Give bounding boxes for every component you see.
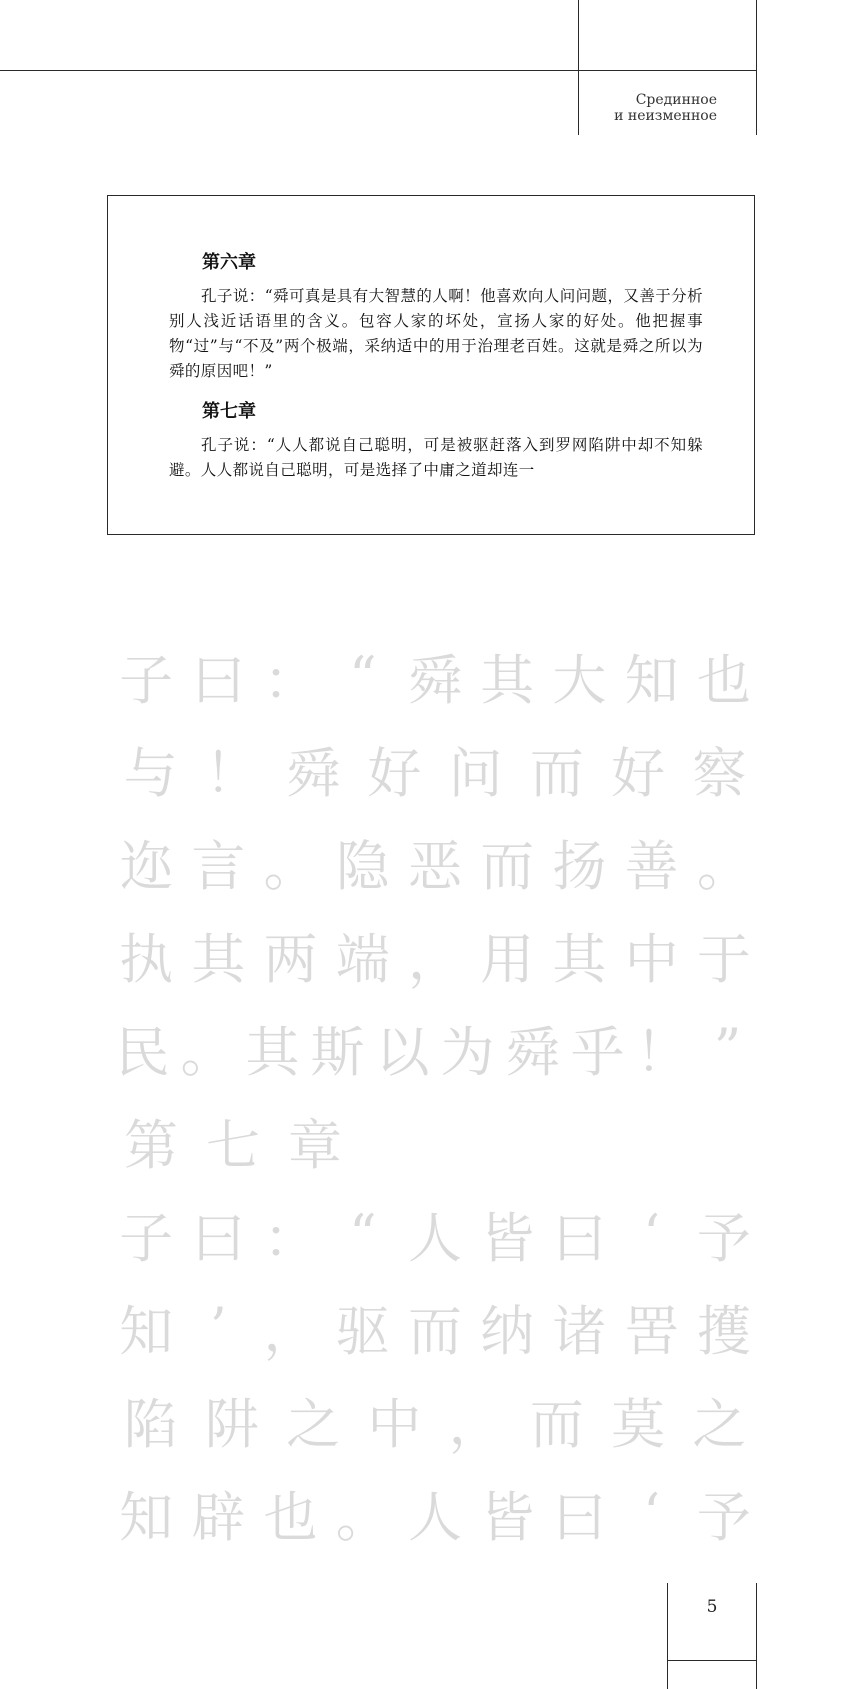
original-text-character: 端 bbox=[335, 928, 390, 991]
original-text-character: 恶 bbox=[407, 835, 462, 898]
original-text-character: ‘ bbox=[643, 1203, 661, 1266]
original-text-line bbox=[110, 1374, 760, 1467]
footer-column-rule-right bbox=[756, 1583, 757, 1689]
original-text-character: ’ bbox=[209, 1296, 227, 1359]
original-text-character: 好 bbox=[367, 742, 422, 805]
original-text-line bbox=[110, 1281, 760, 1374]
original-text-character: 斯 bbox=[310, 1021, 365, 1084]
running-head bbox=[517, 92, 717, 124]
original-text-line bbox=[110, 1467, 760, 1560]
original-text-character: 以 bbox=[375, 1021, 430, 1084]
original-text-character: 问 bbox=[448, 742, 503, 805]
original-text-character: 两 bbox=[263, 928, 318, 991]
original-text-line bbox=[110, 1095, 760, 1188]
original-text-character: 隐 bbox=[335, 835, 390, 898]
original-text-character: ‘ bbox=[643, 1482, 661, 1545]
original-text-character: 于 bbox=[696, 928, 751, 991]
original-text-character: 察 bbox=[692, 742, 747, 805]
original-text-character: 曰 bbox=[191, 649, 246, 712]
original-text-character: 第 bbox=[124, 1114, 178, 1177]
original-text-character: “ bbox=[348, 645, 377, 708]
original-text-line bbox=[110, 909, 760, 1002]
original-text-character: 与 bbox=[123, 742, 178, 805]
original-text-character: 子 bbox=[119, 649, 174, 712]
original-text-character: 莫 bbox=[611, 1393, 666, 1456]
chapter-heading: 第六章 bbox=[202, 252, 256, 273]
original-text-character: 之 bbox=[286, 1393, 341, 1456]
original-text-character: 擭 bbox=[696, 1300, 751, 1363]
original-text-character: 章 bbox=[288, 1114, 342, 1177]
original-text-character: 而 bbox=[407, 1300, 462, 1363]
original-text-character: 乎 bbox=[570, 1021, 625, 1084]
original-text-character: ！ bbox=[635, 1021, 690, 1084]
original-text-line bbox=[110, 723, 760, 816]
original-text-character: ： bbox=[263, 1207, 318, 1270]
running-head-line-1: Срединное bbox=[635, 92, 717, 108]
original-text-character: 舜 bbox=[505, 1021, 560, 1084]
original-text-character: 大 bbox=[552, 649, 607, 712]
original-text-character: 陷 bbox=[123, 1393, 178, 1456]
original-text-character: 阱 bbox=[204, 1393, 259, 1456]
original-text-character: 中 bbox=[367, 1393, 422, 1456]
original-text-calligraphy bbox=[110, 630, 760, 1560]
original-text-character: 子 bbox=[119, 1207, 174, 1270]
original-text-character: 迩 bbox=[119, 835, 174, 898]
original-text-character: 民 bbox=[115, 1021, 170, 1084]
original-text-character: 。 bbox=[335, 1486, 390, 1549]
chapter-heading: 第七章 bbox=[202, 401, 256, 422]
original-text-character: 扬 bbox=[552, 835, 607, 898]
original-text-character: 驱 bbox=[335, 1300, 390, 1363]
original-text-character: 知 bbox=[119, 1300, 174, 1363]
original-text-character: ， bbox=[407, 928, 462, 991]
original-text-character: 皆 bbox=[480, 1486, 535, 1549]
chapter-text: 孔子说：“人人都说自己聪明，可是被驱赶落入到罗网陷阱中却不知躲避。人人都说自己聪明，可是选择了中庸之道却连一 bbox=[169, 436, 703, 479]
original-text-character: 舜 bbox=[407, 649, 462, 712]
original-text-character: 七 bbox=[206, 1114, 260, 1177]
original-text-character: 之 bbox=[692, 1393, 747, 1456]
original-text-character: 。 bbox=[263, 835, 318, 898]
original-text-character: 。 bbox=[696, 835, 751, 898]
original-text-character: 纳 bbox=[480, 1300, 535, 1363]
original-text-character: 诸 bbox=[552, 1300, 607, 1363]
original-text-character: 予 bbox=[696, 1207, 751, 1270]
page-number: 5 bbox=[706, 1597, 718, 1617]
original-text-character: 其 bbox=[191, 928, 246, 991]
original-text-character: ： bbox=[263, 649, 318, 712]
original-text-line bbox=[110, 1188, 760, 1281]
running-head-line-2: и неизменное bbox=[614, 108, 717, 124]
original-text-character: 知 bbox=[624, 649, 679, 712]
original-text-character: “ bbox=[348, 1203, 377, 1266]
original-text-character: 好 bbox=[611, 742, 666, 805]
original-text-character: 为 bbox=[440, 1021, 495, 1084]
original-text-line bbox=[110, 630, 760, 723]
original-text-character: 人 bbox=[407, 1486, 462, 1549]
original-text-line bbox=[110, 1002, 760, 1095]
original-text-character: 也 bbox=[263, 1486, 318, 1549]
original-text-character: 人 bbox=[407, 1207, 462, 1270]
original-text-character: 而 bbox=[529, 742, 584, 805]
footer-rule bbox=[667, 1660, 757, 1661]
original-text-character: 辟 bbox=[191, 1486, 246, 1549]
chapter-text: 孔子说：“舜可真是具有大智慧的人啊！他喜欢向人问问题，又善于分析别人浅近话语里的含义。包容人家的坏处，宣扬人家的好处。他把握事物“过”与“不及”两个极端，采纳适中的用于治理老百姓。这就是舜之所以为舜的原因吧！” bbox=[169, 287, 703, 380]
original-text-character: 予 bbox=[696, 1486, 751, 1549]
original-text-character: 皆 bbox=[480, 1207, 535, 1270]
original-text-character: 用 bbox=[480, 928, 535, 991]
original-text-character: 而 bbox=[529, 1393, 584, 1456]
original-text-character: 曰 bbox=[191, 1207, 246, 1270]
original-text-character: 而 bbox=[480, 835, 535, 898]
original-text-character: 言 bbox=[191, 835, 246, 898]
original-text-character: 善 bbox=[624, 835, 679, 898]
original-text-character: ” bbox=[713, 1017, 742, 1080]
original-text-character: 其 bbox=[480, 649, 535, 712]
original-text-character: 中 bbox=[624, 928, 679, 991]
original-text-character: 知 bbox=[119, 1486, 174, 1549]
translation-box bbox=[107, 195, 755, 535]
original-text-line bbox=[110, 816, 760, 909]
original-text-character: 舜 bbox=[286, 742, 341, 805]
original-text-character: 其 bbox=[552, 928, 607, 991]
original-text-character: ， bbox=[263, 1300, 318, 1363]
original-text-character: 其 bbox=[245, 1021, 300, 1084]
original-text-character: 。 bbox=[180, 1021, 235, 1084]
original-text-character: 曰 bbox=[552, 1207, 607, 1270]
header-column-rule-right bbox=[756, 0, 757, 135]
original-text-character: 执 bbox=[119, 928, 174, 991]
original-text-character: 罟 bbox=[624, 1300, 679, 1363]
original-text-character: ， bbox=[448, 1393, 503, 1456]
original-text-character: 曰 bbox=[552, 1486, 607, 1549]
original-text-character: 也 bbox=[696, 649, 751, 712]
header-rule bbox=[0, 70, 756, 71]
original-text-character: ！ bbox=[204, 742, 259, 805]
